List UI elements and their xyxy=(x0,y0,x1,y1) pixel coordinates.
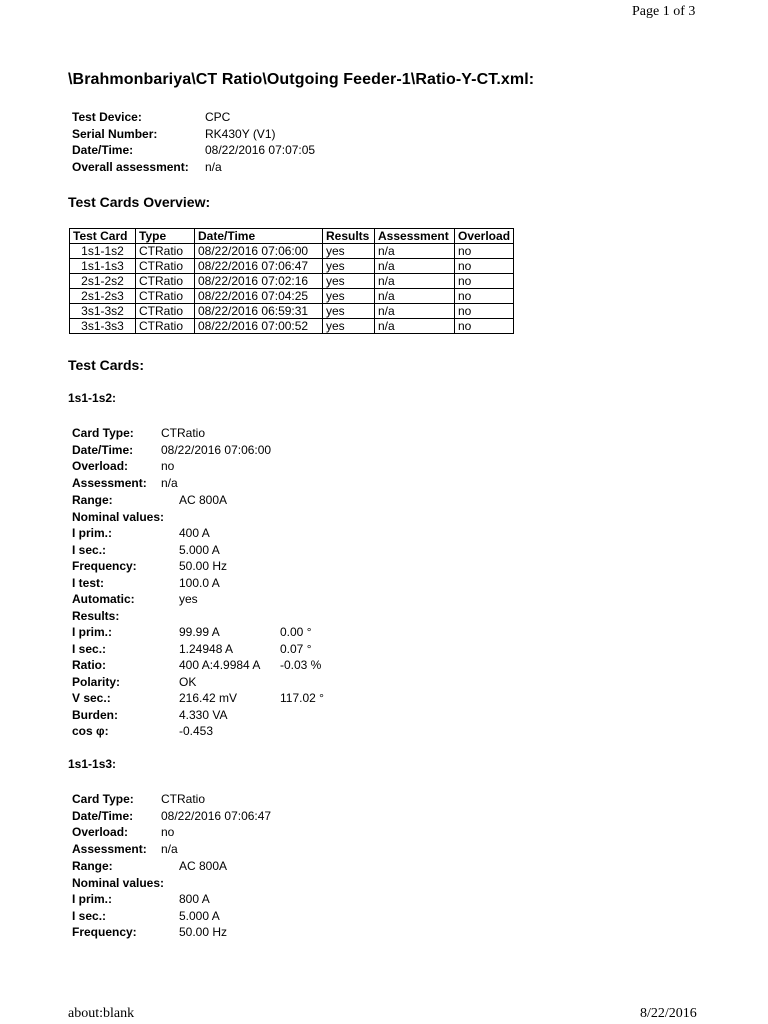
detail-value: 4.330 VA xyxy=(179,707,228,722)
detail-label: V sec.: xyxy=(72,691,111,705)
card-overload-label: Overload: xyxy=(72,825,129,839)
card-datetime-label: Date/Time: xyxy=(72,442,134,457)
card-details xyxy=(72,492,472,742)
col-test-card: Test Card xyxy=(70,229,136,244)
card-type-value: CTRatio xyxy=(161,792,206,806)
detail-label: Polarity: xyxy=(72,674,121,689)
detail-label: Range: xyxy=(72,859,113,873)
col-overload: Overload xyxy=(455,229,514,244)
assessment-value: n/a xyxy=(205,159,222,174)
detail-value: 216.42 mV xyxy=(179,691,238,705)
col-type: Type xyxy=(136,229,195,244)
cell-type: CTRatio xyxy=(136,244,195,259)
table-row xyxy=(70,289,514,304)
serial-value: RK430Y (V1) xyxy=(205,126,276,141)
detail-value: 50.00 Hz xyxy=(179,925,228,939)
cell-assessment: n/a xyxy=(375,289,455,304)
card-type-label: Card Type: xyxy=(72,792,134,806)
detail-label: I sec.: xyxy=(72,908,107,923)
table-row xyxy=(70,319,514,334)
card-details xyxy=(72,858,472,948)
card-type-value: CTRatio xyxy=(161,426,206,440)
cell-type: CTRatio xyxy=(136,319,195,334)
detail-label: I test: xyxy=(72,575,105,590)
test-cards-heading: Test Cards: xyxy=(68,357,144,373)
cell-datetime: 08/22/2016 07:02:16 xyxy=(195,274,323,289)
detail-value: 5.000 A xyxy=(179,908,220,923)
card-assessment-value: n/a xyxy=(161,841,178,856)
cell-test-card: 3s1-3s2 xyxy=(70,304,136,319)
detail-extra: 0.07 ° xyxy=(280,641,312,656)
col-assessment: Assessment xyxy=(375,229,455,244)
cell-assessment: n/a xyxy=(375,304,455,319)
footer-date: 8/22/2016 xyxy=(640,1006,697,1021)
overview-table xyxy=(69,228,514,334)
detail-label: Automatic: xyxy=(72,592,135,606)
card-datetime-value: 08/22/2016 07:06:47 xyxy=(161,808,272,823)
card-meta xyxy=(72,791,472,861)
card-assessment-value: n/a xyxy=(161,475,178,490)
cell-assessment: n/a xyxy=(375,259,455,274)
detail-label: I prim.: xyxy=(72,892,113,906)
detail-value: 800 A xyxy=(179,892,210,906)
assessment-label: Overall assessment: xyxy=(72,159,189,174)
cell-results: yes xyxy=(323,274,375,289)
card-assessment-label: Assessment: xyxy=(72,475,147,490)
detail-label: cos φ: xyxy=(72,724,109,738)
detail-value: 400 A xyxy=(179,526,210,540)
detail-label: Burden: xyxy=(72,707,118,722)
detail-label: Range: xyxy=(72,493,113,507)
detail-label: I sec.: xyxy=(72,542,107,557)
card-overload-value: no xyxy=(161,459,175,473)
cell-results: yes xyxy=(323,244,375,259)
footer-url: about:blank xyxy=(68,1006,135,1021)
device-info xyxy=(72,109,472,179)
datetime-label: Date/Time: xyxy=(72,143,134,157)
document-title: \Brahmonbariya\CT Ratio\Outgoing Feeder-1\Ratio-Y-CT.xml: xyxy=(68,71,535,88)
cell-overload: no xyxy=(455,274,514,289)
col-datetime: Date/Time xyxy=(195,229,323,244)
cell-datetime: 08/22/2016 06:59:31 xyxy=(195,304,323,319)
cell-type: CTRatio xyxy=(136,274,195,289)
cell-type: CTRatio xyxy=(136,289,195,304)
detail-label: Nominal values: xyxy=(72,875,165,890)
overview-header-row xyxy=(70,229,514,244)
detail-value: 50.00 Hz xyxy=(179,559,228,573)
cell-overload: no xyxy=(455,304,514,319)
datetime-value: 08/22/2016 07:07:05 xyxy=(205,143,316,157)
cell-type: CTRatio xyxy=(136,304,195,319)
cell-test-card: 3s1-3s3 xyxy=(70,319,136,334)
detail-label: Nominal values: xyxy=(72,509,165,524)
detail-value: OK xyxy=(179,674,197,689)
card-type-label: Card Type: xyxy=(72,426,134,440)
detail-value: AC 800A xyxy=(179,859,228,873)
cell-results: yes xyxy=(323,304,375,319)
cell-test-card: 2s1-2s2 xyxy=(70,274,136,289)
detail-label: Frequency: xyxy=(72,559,137,573)
cell-test-card: 1s1-1s3 xyxy=(70,259,136,274)
cell-assessment: n/a xyxy=(375,319,455,334)
page-number: Page 1 of 3 xyxy=(632,4,696,19)
cell-overload: no xyxy=(455,319,514,334)
detail-label: I prim.: xyxy=(72,625,113,639)
detail-value: AC 800A xyxy=(179,493,228,507)
card-assessment-label: Assessment: xyxy=(72,841,147,856)
card-overload-label: Overload: xyxy=(72,459,129,473)
detail-label: Results: xyxy=(72,608,120,623)
cell-results: yes xyxy=(323,289,375,304)
col-results: Results xyxy=(323,229,375,244)
card-datetime-label: Date/Time: xyxy=(72,808,134,823)
card-datetime-value: 08/22/2016 07:06:00 xyxy=(161,442,272,457)
detail-extra: 117.02 ° xyxy=(280,691,324,705)
detail-label: I prim.: xyxy=(72,526,113,540)
cell-test-card: 2s1-2s3 xyxy=(70,289,136,304)
device-label: Test Device: xyxy=(72,110,142,124)
cell-results: yes xyxy=(323,319,375,334)
detail-value: 99.99 A xyxy=(179,625,220,639)
table-row xyxy=(70,304,514,319)
cell-type: CTRatio xyxy=(136,259,195,274)
cell-results: yes xyxy=(323,259,375,274)
cell-datetime: 08/22/2016 07:06:47 xyxy=(195,259,323,274)
detail-value: 5.000 A xyxy=(179,542,220,557)
detail-label: Ratio: xyxy=(72,658,106,672)
cell-overload: no xyxy=(455,244,514,259)
overview-heading: Test Cards Overview: xyxy=(68,194,211,210)
card-meta xyxy=(72,425,472,495)
serial-label: Serial Number: xyxy=(72,126,158,141)
cell-overload: no xyxy=(455,289,514,304)
detail-value: 1.24948 A xyxy=(179,641,234,656)
card-title: 1s1-1s2: xyxy=(68,391,117,405)
detail-value: 100.0 A xyxy=(179,575,220,590)
table-row xyxy=(70,244,514,259)
detail-label: I sec.: xyxy=(72,641,107,656)
detail-label: Frequency: xyxy=(72,925,137,939)
cell-datetime: 08/22/2016 07:00:52 xyxy=(195,319,323,334)
card-overload-value: no xyxy=(161,825,175,839)
cell-datetime: 08/22/2016 07:04:25 xyxy=(195,289,323,304)
detail-extra: 0.00 ° xyxy=(280,625,312,639)
detail-value: 400 A:4.9984 A xyxy=(179,658,261,672)
detail-value: -0.453 xyxy=(179,724,214,738)
card-title: 1s1-1s3: xyxy=(68,757,117,771)
cell-overload: no xyxy=(455,259,514,274)
cell-test-card: 1s1-1s2 xyxy=(70,244,136,259)
table-row xyxy=(70,274,514,289)
device-value: CPC xyxy=(205,110,231,124)
cell-datetime: 08/22/2016 07:06:00 xyxy=(195,244,323,259)
cell-assessment: n/a xyxy=(375,244,455,259)
detail-value: yes xyxy=(179,592,198,606)
detail-extra: -0.03 % xyxy=(280,658,322,672)
cell-assessment: n/a xyxy=(375,274,455,289)
table-row xyxy=(70,259,514,274)
